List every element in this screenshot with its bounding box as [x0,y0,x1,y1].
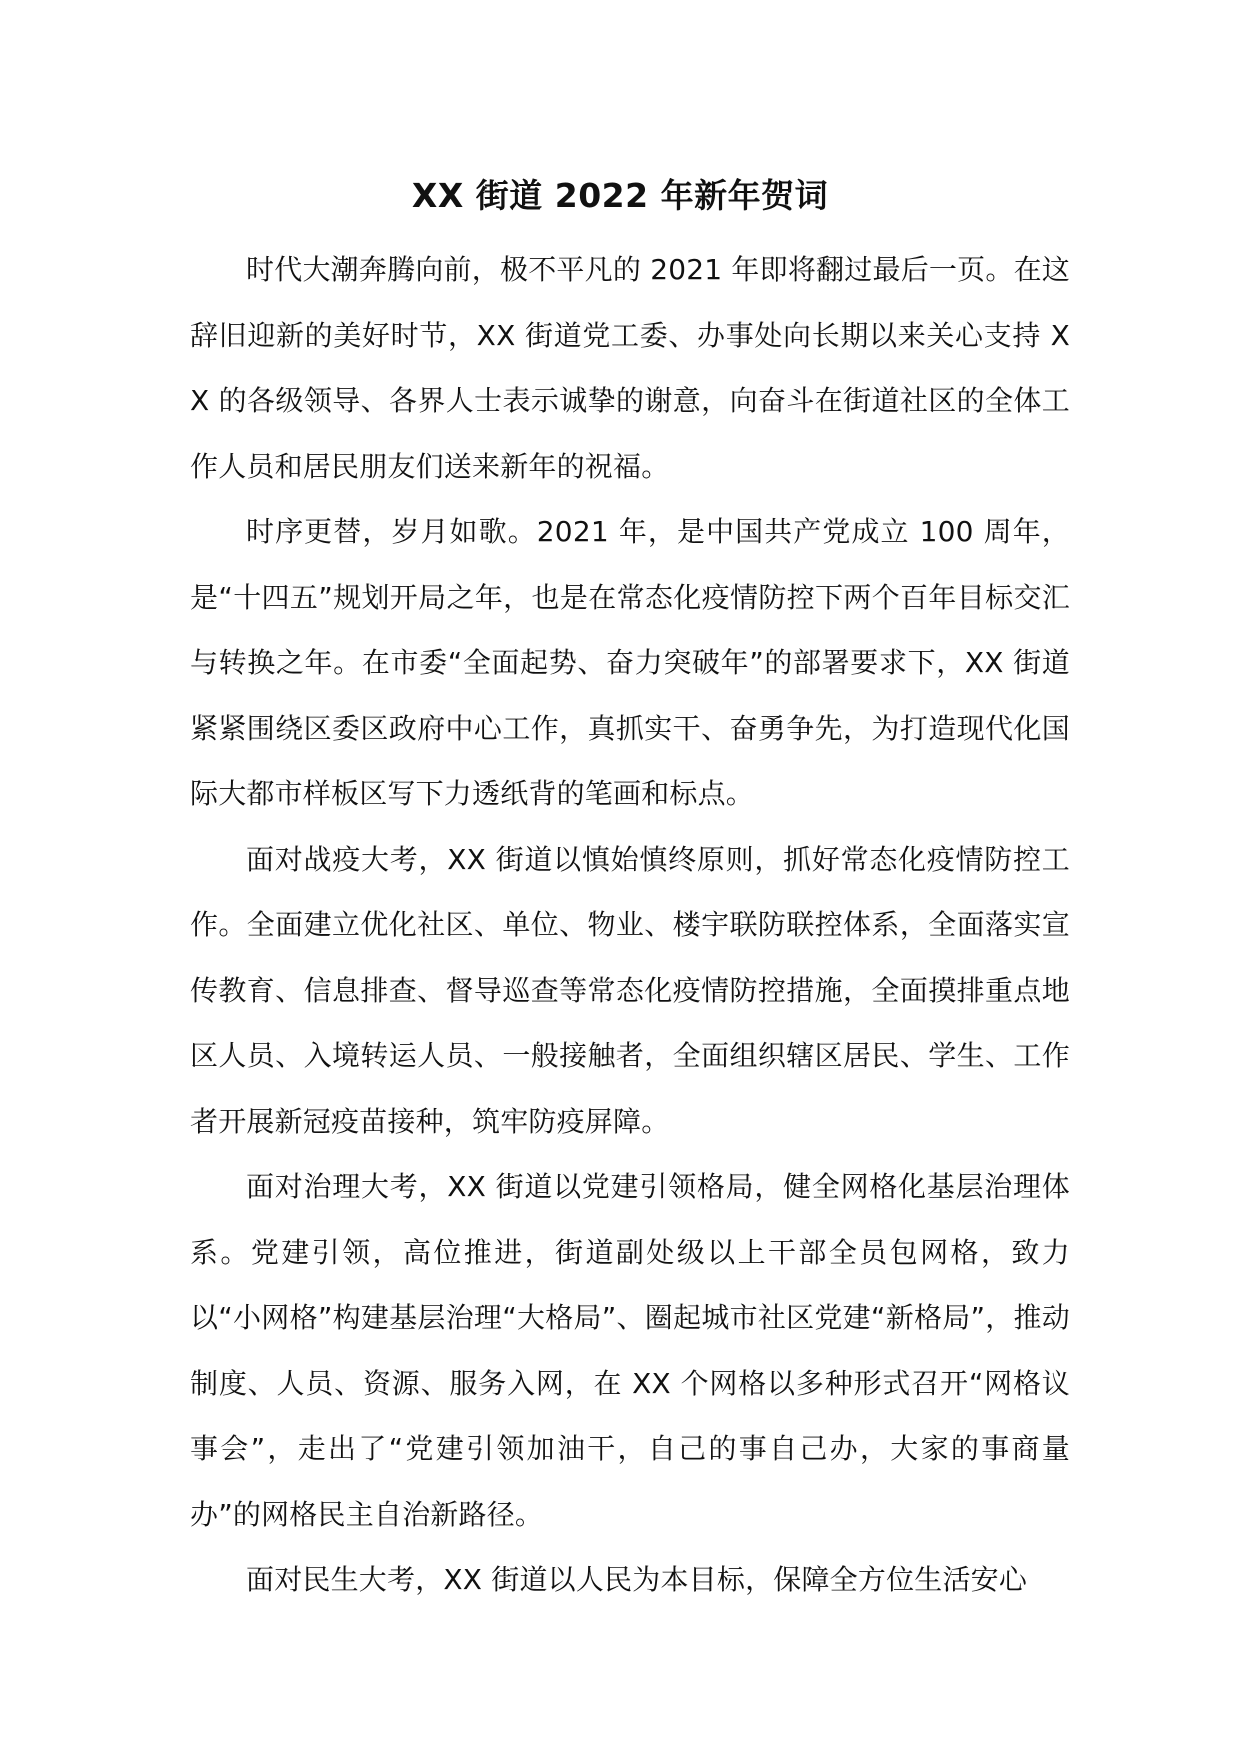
paragraph-3: 面对战疫大考，XX 街道以慎始慎终原则，抓好常态化疫情防控工作。全面建立优化社区、单位、物业、楼宇联防联控体系，全面落实宣传教育、信息排查、督导巡查等常态化疫情防控措施，全面摸排重点地区人员、入境转运人员、一般接触者，全面组织辖区居民、学生、工作者开展新冠疫苗接种，筑牢防疫屏障。 [190,842,1070,1138]
document-title: XX 街道 2022 年新年贺词 [411,176,829,215]
paragraph-4: 面对治理大考，XX 街道以党建引领格局，健全网格化基层治理体系。党建引领，高位推进，街道副处级以上干部全员包网格，致力以“小网格”构建基层治理“大格局”、圈起城市社区党建“新格局”，推动制度、人员、资源、服务入网，在 XX 个网格以多种形式召开“网格议事会”，走出了“党建引领加油干，自己的事自己办，大家的事商量办”的网格民主自治新路径。 [190,1170,1070,1531]
paragraph-2: 时序更替，岁月如歌。2021 年，是中国共产党成立 100 周年，是“十四五”规划开局之年，也是在常态化疫情防控下两个百年目标交汇与转换之年。在市委“全面起势、奋力突破年”的部署要求下，XX 街道紧紧围绕区委区政府中心工作，真抓实干、奋勇争先，为打造现代化国际大都市样板区写下力透纸背的笔画和标点。 [190,515,1070,810]
paragraph-5: 面对民生大考，XX 街道以人民为本目标，保障全方位生活安心 [246,1563,1028,1596]
document-body [190,237,1070,1613]
paragraph-1: 时代大潮奔腾向前，极不平凡的 2021 年即将翻过最后一页。在这辞旧迎新的美好时节，XX 街道党工委、办事处向长期以来关心支持 XX 的各级领导、各界人士表示诚挚的谢意，向奋斗在街道社区的全体工作人员和居民朋友们送来新年的祝福。 [190,253,1070,483]
